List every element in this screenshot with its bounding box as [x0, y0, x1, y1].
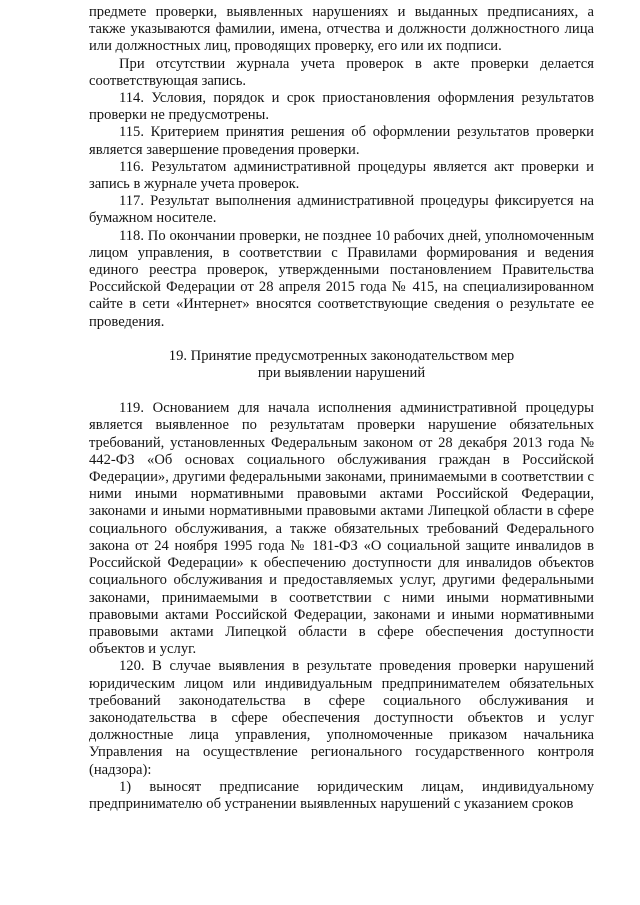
- paragraph-120-item-1: 1) выносят предписание юридическим лицам, индивидуальному предпринимателю об устранении выявленных нарушений с указанием сроков: [89, 778, 594, 812]
- paragraph-119: 119. Основанием для начала исполнения административной процедуры является выявленное по результатам проверки нарушение обязательных требований, установленных Федеральным законом от 28 декабря 2013 года № 442-ФЗ «Об основах социального обслуживания граждан в Российской Федерации», другими федеральными законами, принимаемыми в соответствии с ними иными нормативными правовыми актами Российской Федерации, законами и иными нормативными правовыми актами Липецкой области в сфере социального обслуживания, а также обязательных требований Федерального закона от 24 ноября 1995 года № 181-ФЗ «О социальной защите инвалидов в Российской Федерации» к обеспечению доступности для инвалидов объектов социального обслуживания и предоставляемых услуг, другими федеральными законами, принимаемыми в соответствии с ними иными нормативными правовыми актами Российской Федерации, законами и иными нормативными правовыми актами Липецкой области в сфере обеспечения доступности объектов и услуг.: [89, 400, 594, 658]
- section-heading-line-1: 19. Принятие предусмотренных законодательством мер: [168, 347, 515, 364]
- paragraph-117: 117. Результат выполнения административной процедуры фиксируется на бумажном носителе.: [89, 193, 594, 227]
- paragraph-118: 118. По окончании проверки, не позднее 10 рабочих дней, уполномоченным лицом управления, в соответствии с Правилами формирования и ведения единого реестра проверок, утвержденными постановлением Правительства Российской Федерации от 28 апреля 2015 года № 415, на специализированном сайте в сети «Интернет» вносятся соответствующие сведения о результате ее проведения.: [89, 227, 594, 330]
- paragraph-120: 120. В случае выявления в результате проведения проверки нарушений юридическим лицом или индивидуальным предпринимателем обязательных требований законодательства в сфере социального обслуживания и законодательства в сфере обеспечения доступности объектов и услуг должностные лица управления, уполномоченные приказом начальника Управления на осуществление регионального государственного контроля (надзора):: [89, 658, 594, 778]
- document-page: [89, 4, 594, 813]
- paragraph-114: 114. Условия, порядок и срок приостановления оформления результатов проверки не предусмотрены.: [89, 90, 594, 124]
- paragraph-continuation: предмете проверки, выявленных нарушениях и выданных предписаниях, а также указываются фамилии, имена, отчества и должности должностного лица или должностных лиц, проводящих проверку, его или их подписи.: [89, 4, 594, 55]
- section-heading-line-2: при выявлении нарушений: [257, 365, 426, 382]
- paragraph-115: 115. Критерием принятия решения об оформлении результатов проверки является завершение проведения проверки.: [89, 124, 594, 158]
- paragraph-journal-absent: При отсутствии журнала учета проверок в акте проверки делается соответствующая запись.: [89, 55, 594, 89]
- paragraph-116: 116. Результатом административной процедуры является акт проверки и запись в журнале учета проверок.: [89, 158, 594, 193]
- section-heading: [89, 348, 594, 382]
